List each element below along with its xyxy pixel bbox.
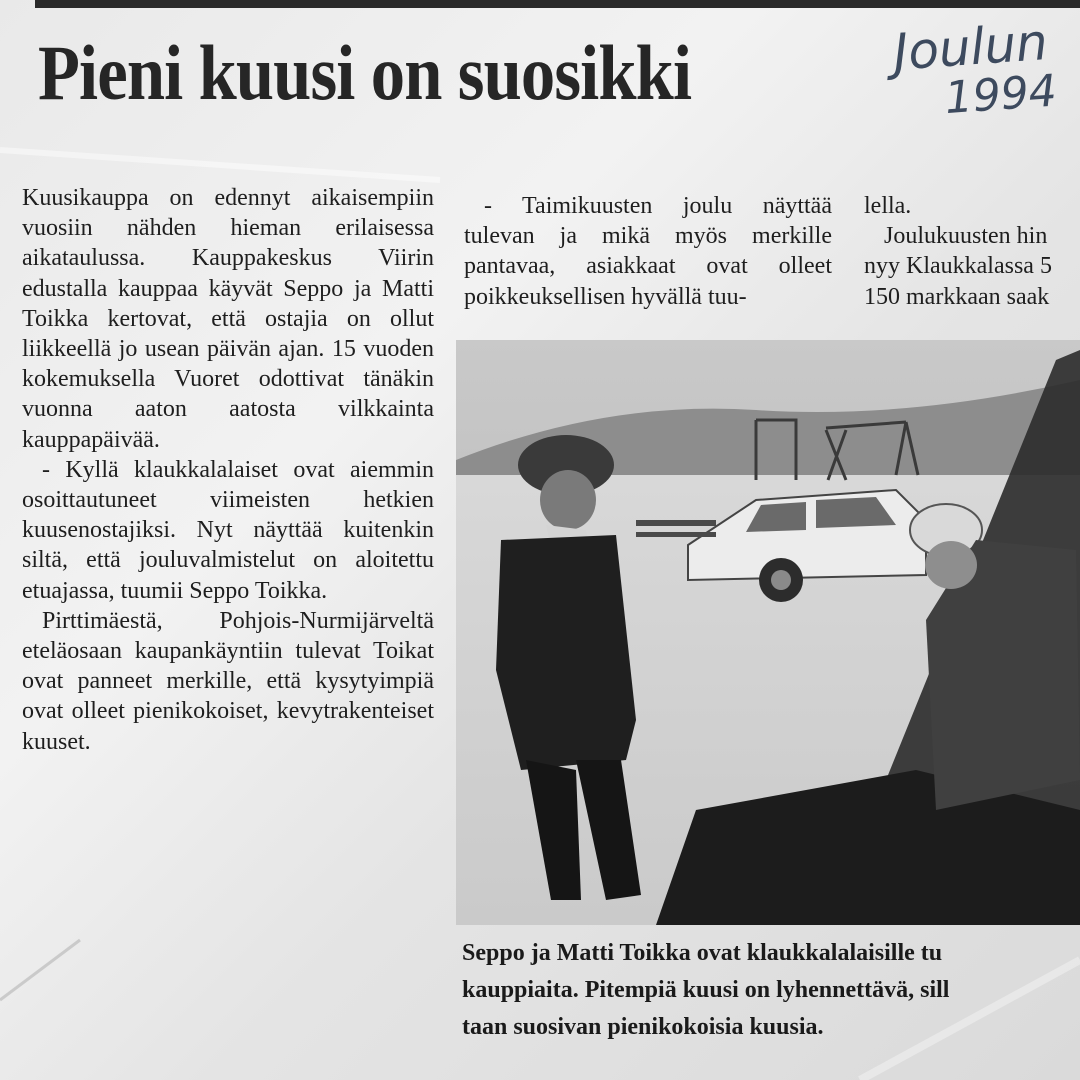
headline: Pieni kuusi on suosikki bbox=[38, 29, 692, 116]
paragraph-2: - Kyllä klaukkalalaiset ovat aiemmin osoittautuneet viimeisten hetkien kuusenostajiksi. Nyt näyttää kuitenkin siltä, että jouluvalmistelut on aloitettu etuajassa, tuumii Seppo Toikka. bbox=[22, 456, 434, 604]
paragraph-4: - Taimikuusten joulu näyttää tulevan ja mikä myös merkille pantavaa, asiakkaat ovat olleet poikkeuksellisen hyvällä tuu- bbox=[464, 193, 832, 310]
caption-line-2: kauppiaita. Pitempiä kuusi on lyhennettävä, sill bbox=[462, 977, 950, 1003]
paragraph-3: Pirttimäestä, Pohjois-Nurmijärveltä eteläosaan kaupankäyntiin tulevat Toikat ovat panneet merkille, että kysytyimpiä ovat olleet pienikokoiset, kevytrakenteiset kuuset. bbox=[22, 607, 434, 755]
caption-line-1: Seppo ja Matti Toikka ovat klaukkalalaisille tu bbox=[462, 940, 943, 966]
photo-illustration bbox=[456, 340, 1080, 925]
man-with-tree bbox=[910, 504, 1080, 810]
article-column-2 bbox=[464, 191, 832, 312]
handwritten-line-1: Joulun bbox=[891, 12, 1050, 82]
news-photo bbox=[456, 340, 1080, 925]
photo-caption bbox=[462, 935, 1080, 1046]
handwritten-line-2: 1994 bbox=[943, 65, 1059, 125]
top-rule bbox=[35, 0, 1080, 8]
column-3-line-1: lella. bbox=[864, 193, 912, 219]
handwritten-date-note bbox=[892, 13, 1080, 126]
column-3-line-2: Joulukuusten hin bbox=[884, 223, 1048, 250]
column-3-line-4: 150 markkaan saak bbox=[864, 283, 1050, 310]
paragraph-1: Kuusikauppa on edennyt aikaisempiin vuosiin nähden hieman erilaisessa aikataulussa. Kauppakeskus Viirin edustalla kauppaa käyvät Seppo ja Matti Toikka kertovat, että ostajia on ollut liikkeellä jo usean päivän ajan. 15 vuoden kokemuksella Vuoret odottivat tänäkin vuonna aaton aatosta vilkkainta kauppapäivää. bbox=[22, 185, 434, 453]
article-column-1 bbox=[22, 183, 434, 757]
caption-line-3: taan suosivan pienikokoisia kuusia. bbox=[462, 1014, 824, 1040]
article-column-3 bbox=[864, 191, 1080, 312]
column-3-line-3: nyy Klaukkalassa 5 bbox=[864, 253, 1052, 280]
